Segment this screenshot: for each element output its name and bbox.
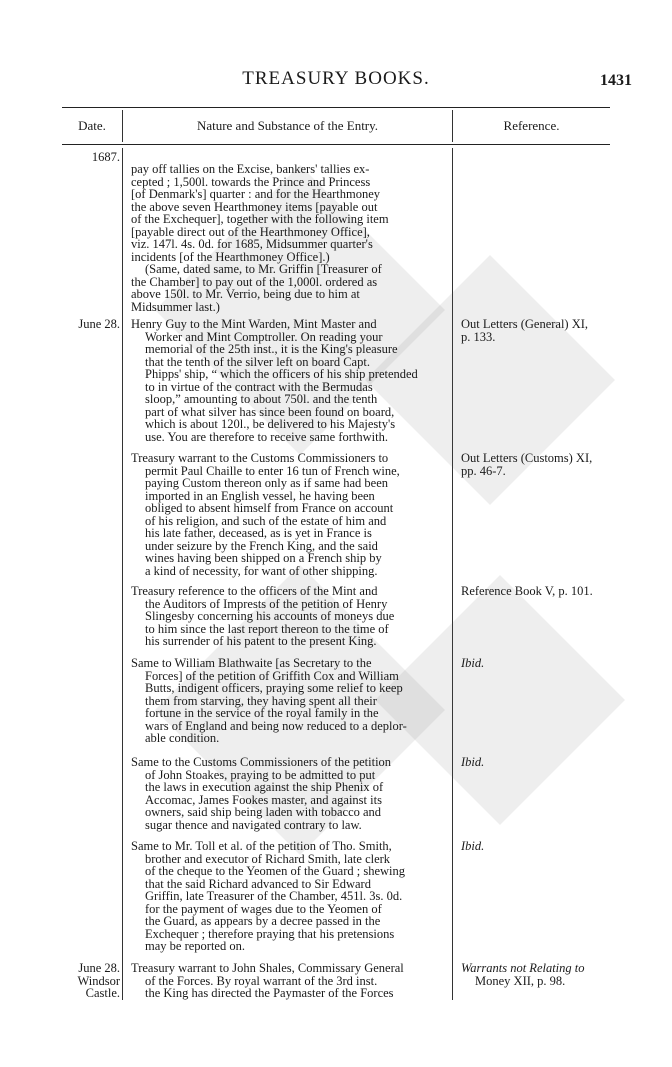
column-header-nature: Nature and Substance of the Entry.	[196, 118, 379, 133]
entry-text: pay off tallies on the Excise, bankers' tallies ex- cepted ; 1,500l. towards the Prince and Princess [of Denmark's] quarter : and for the Hearthmoney the above seven Hearthmoney items [payable out of the Exchequer], together with the following item [payable direct out of the Hearthmoney Office], viz. 147l. 4s. 0d. for 1685, Midsummer quarter's incidents [of the Hearthmoney Office].) (Same, dated same, to Mr. Griffin [Treasurer of the Chamber] to pay out of the 1,000l. ordered as above 150l. to Mr. Verrio, being due to him at Midsummer last.)	[131, 162, 389, 314]
entry-text: Same to Mr. Toll et al. of the petition of Tho. Smith, brother and executor of Richard Smith, late clerk of the cheque to the Yeomen of the Guard ; shewing that the said Richard advanced to Sir Edward Griffin, late Treasurer of the Chamber, 451l. 3s. 0d. for the payment of wages due to the Yeomen of the Guard, as appears by a decree passed in the Exchequer ; therefore praying that his pretensions may be reported on.	[131, 839, 406, 953]
entry-text: Same to William Blathwaite [as Secretary to the Forces] of the petition of Griffith Cox and William Butts, indigent officers, praying some relief to keep them from starving, they having spent all their fortune in the service of the royal family in the wars of England and being now reduced to a deplor- able condition.	[131, 656, 407, 745]
entry-reference: Ibid.	[461, 656, 485, 670]
column-header-date: Date.	[78, 118, 106, 133]
entry-reference: Ibid.	[461, 839, 485, 853]
column-divider	[122, 148, 123, 1000]
entry-reference: Reference Book V, p. 101.	[461, 584, 593, 598]
entry-date: June 28.	[78, 317, 120, 331]
entry-reference: Warrants not Relating to Money XII, p. 98.	[461, 961, 585, 988]
entry-date: June 28. Windsor Castle.	[77, 961, 120, 1000]
entry-text: Treasury warrant to John Shales, Commissary General of the Forces. By royal warrant of the 3rd inst. the King has directed the Paymaster of the Forces	[131, 961, 404, 1000]
entry-date: 1687.	[91, 150, 120, 164]
column-header-reference: Reference.	[503, 118, 560, 133]
header-bottom-rule	[62, 144, 610, 145]
entry-text: Same to the Customs Commissioners of the petition of John Stoakes, praying to be admitted to put the laws in execution against the ship Phenix of Accomac, James Fookes master, and against its owners, said ship being laden with tobacco and sugar thence and navigated contrary to law.	[131, 755, 392, 832]
entry-reference: Out Letters (General) XI, p. 133.	[461, 317, 589, 344]
column-divider	[452, 148, 453, 1000]
header-top-rule	[62, 107, 610, 108]
entry-text: Treasury warrant to the Customs Commissioners to permit Paul Chaille to enter 16 tun of French wine, paying Custom thereon only as if same had been imported in an English vessel, he having been obliged to absent himself from France on account of his religion, and such of the estate of him and his late father, deceased, as is yet in France is under seizure by the French King, and the said wines having been shipped on a French ship by a kind of necessity, for want of other shipping.	[131, 451, 400, 578]
entry-text: Treasury reference to the officers of the Mint and the Auditors of Imprests of the petition of Henry Slingesby concerning his accounts of moneys due to him since the last report thereon to the time of his surrender of his patent to the present King.	[131, 584, 395, 648]
page-number: 1431	[600, 72, 632, 89]
entry-text: Henry Guy to the Mint Warden, Mint Master and Worker and Mint Comptroller. On reading your memorial of the 25th inst., it is the King's pleasure that the tenth of the silver left on board Capt. Phipps' ship, “ which the officers of his ship pretended to in virtue of the contract with the Bermudas sloop,” amounting to about 750l. and the tenth part of what silver has since been found on board, which is about 120l., be delivered to his Majesty's use. You are therefore to receive same forthwith.	[131, 317, 418, 444]
entry-reference: Ibid.	[461, 755, 485, 769]
running-title: TREASURY BOOKS.	[242, 68, 430, 89]
entry-reference: Out Letters (Customs) XI, pp. 46-7.	[461, 451, 593, 478]
